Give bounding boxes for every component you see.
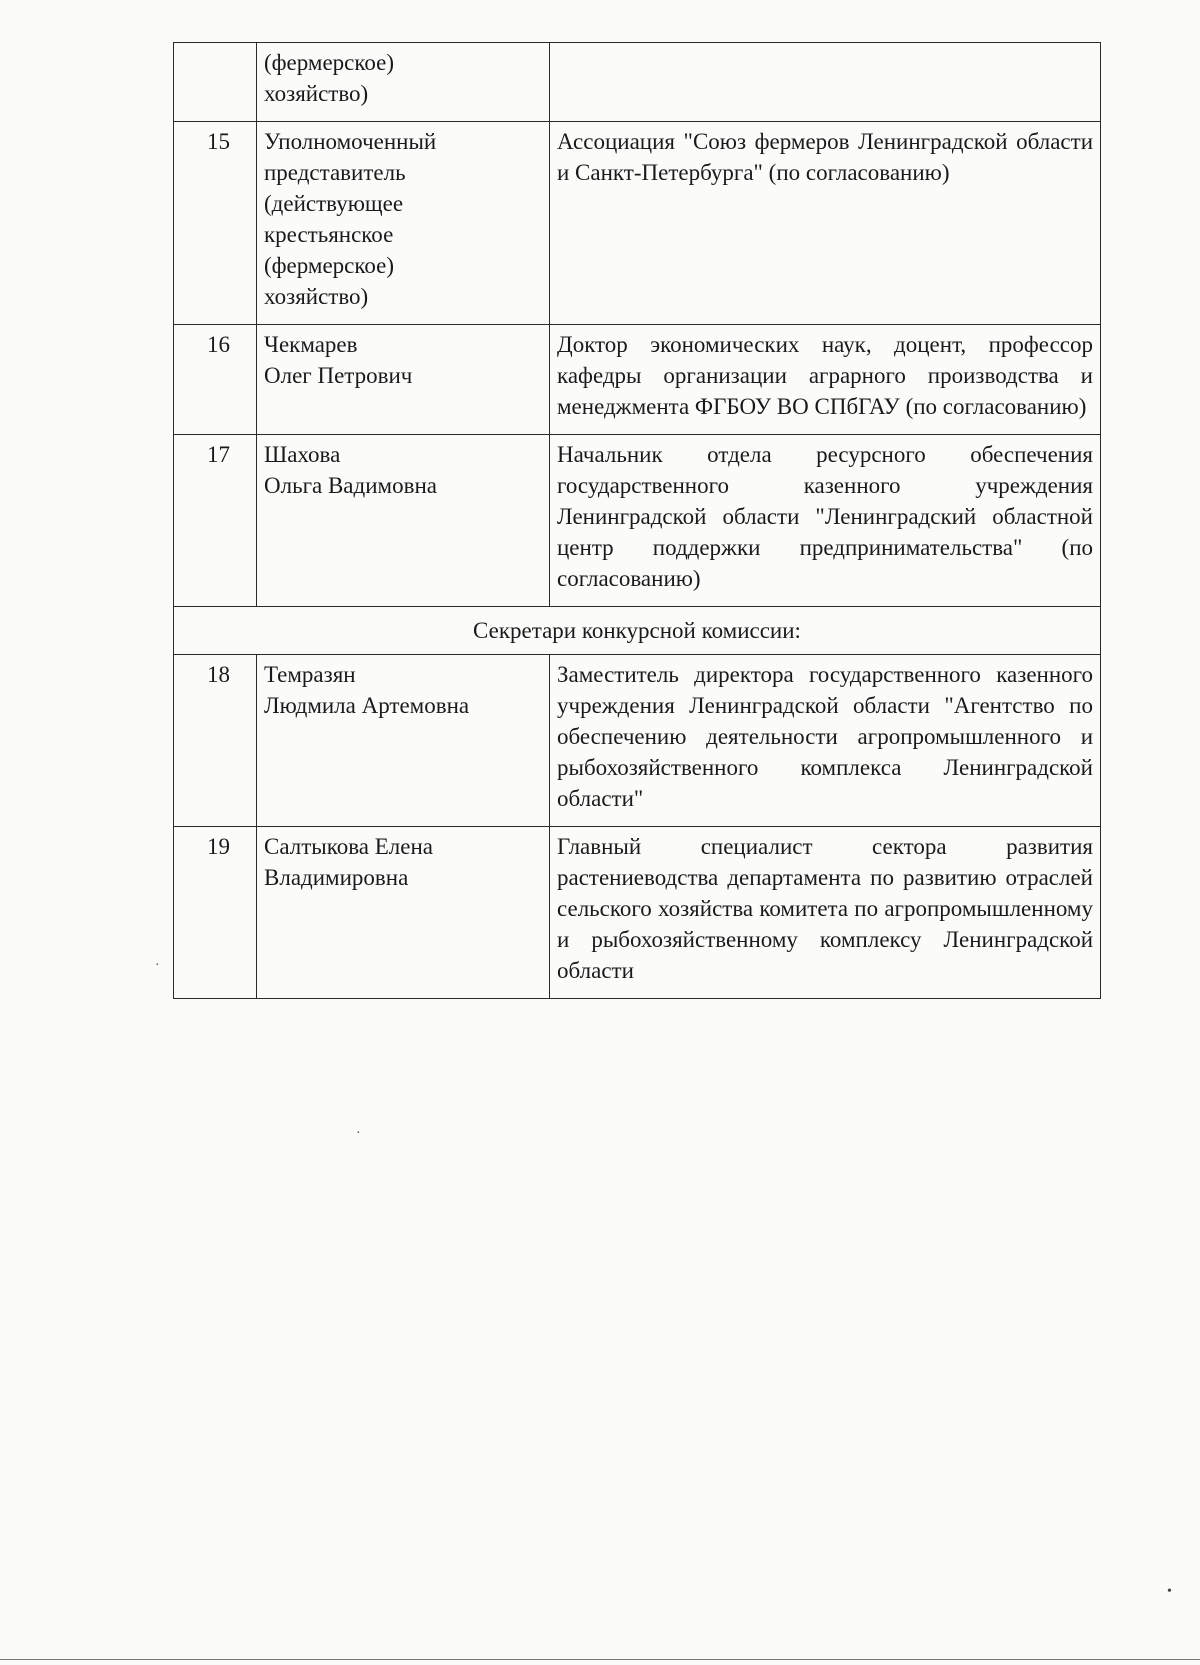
member-position: Ассоциация "Союз фермеров Ленинградской области и Санкт-Петербурга" (по согласованию) bbox=[550, 122, 1101, 325]
row-number bbox=[174, 43, 257, 122]
member-name-line: (фермерское) bbox=[264, 50, 395, 75]
member-name bbox=[257, 435, 550, 607]
scan-speck: · bbox=[356, 1126, 361, 1141]
member-name-line: Темразян bbox=[264, 662, 356, 687]
member-name-line: Уполномоченный bbox=[264, 129, 437, 154]
member-name-line: (фермерское) bbox=[264, 253, 395, 278]
row-number: 18 bbox=[174, 655, 257, 827]
member-name bbox=[257, 122, 550, 325]
section-heading: Секретари конкурсной комиссии: bbox=[174, 607, 1101, 655]
commission-members-table bbox=[173, 42, 1101, 999]
member-name-line: (действующее bbox=[264, 191, 404, 216]
member-name-line: представитель bbox=[264, 160, 406, 185]
scan-edge-line bbox=[0, 1659, 1200, 1660]
table-row bbox=[174, 325, 1101, 435]
table-row bbox=[174, 827, 1101, 999]
member-name-line: Шахова bbox=[264, 442, 341, 467]
row-number: 17 bbox=[174, 435, 257, 607]
row-number: 15 bbox=[174, 122, 257, 325]
member-position: Начальник отдела ресурсного обеспечения государственного казенного учреждения Ленинградской области "Ленинградский областной центр поддержки предпринимательства" (по согласованию) bbox=[550, 435, 1101, 607]
member-name-line: крестьянское bbox=[264, 222, 394, 247]
member-name-line: хозяйство) bbox=[264, 81, 369, 106]
member-name bbox=[257, 43, 550, 122]
member-position: Главный специалист сектора развития растениеводства департамента по развитию отраслей сельского хозяйства комитета по агропромышленному и рыбохозяйственному комплексу Ленинградской области bbox=[550, 827, 1101, 999]
member-name bbox=[257, 325, 550, 435]
member-name bbox=[257, 827, 550, 999]
table-row bbox=[174, 122, 1101, 325]
table-row bbox=[174, 435, 1101, 607]
member-name-line: хозяйство) bbox=[264, 284, 369, 309]
scan-speck: • bbox=[1167, 1584, 1172, 1599]
section-row bbox=[174, 607, 1101, 655]
member-name-line: Людмила Артемовна bbox=[264, 693, 470, 718]
member-name-line: Чекмарев bbox=[264, 332, 358, 357]
table-row bbox=[174, 43, 1101, 122]
member-position: Заместитель директора государственного казенного учреждения Ленинградской области "Агентство по обеспечению деятельности агропромышленного и рыбохозяйственного комплекса Ленинградской области" bbox=[550, 655, 1101, 827]
scan-speck: · bbox=[155, 958, 160, 973]
member-name-line: Олег Петрович bbox=[264, 363, 413, 388]
member-position: Доктор экономических наук, доцент, профессор кафедры организации аграрного производства и менеджмента ФГБОУ ВО СПбГАУ (по согласованию) bbox=[550, 325, 1101, 435]
row-number: 16 bbox=[174, 325, 257, 435]
member-name bbox=[257, 655, 550, 827]
member-position bbox=[550, 43, 1101, 122]
member-name-line: Ольга Вадимовна bbox=[264, 473, 437, 498]
member-name-line: Салтыкова Елена bbox=[264, 834, 434, 859]
row-number: 19 bbox=[174, 827, 257, 999]
table-row bbox=[174, 655, 1101, 827]
member-name-line: Владимировна bbox=[264, 865, 409, 890]
